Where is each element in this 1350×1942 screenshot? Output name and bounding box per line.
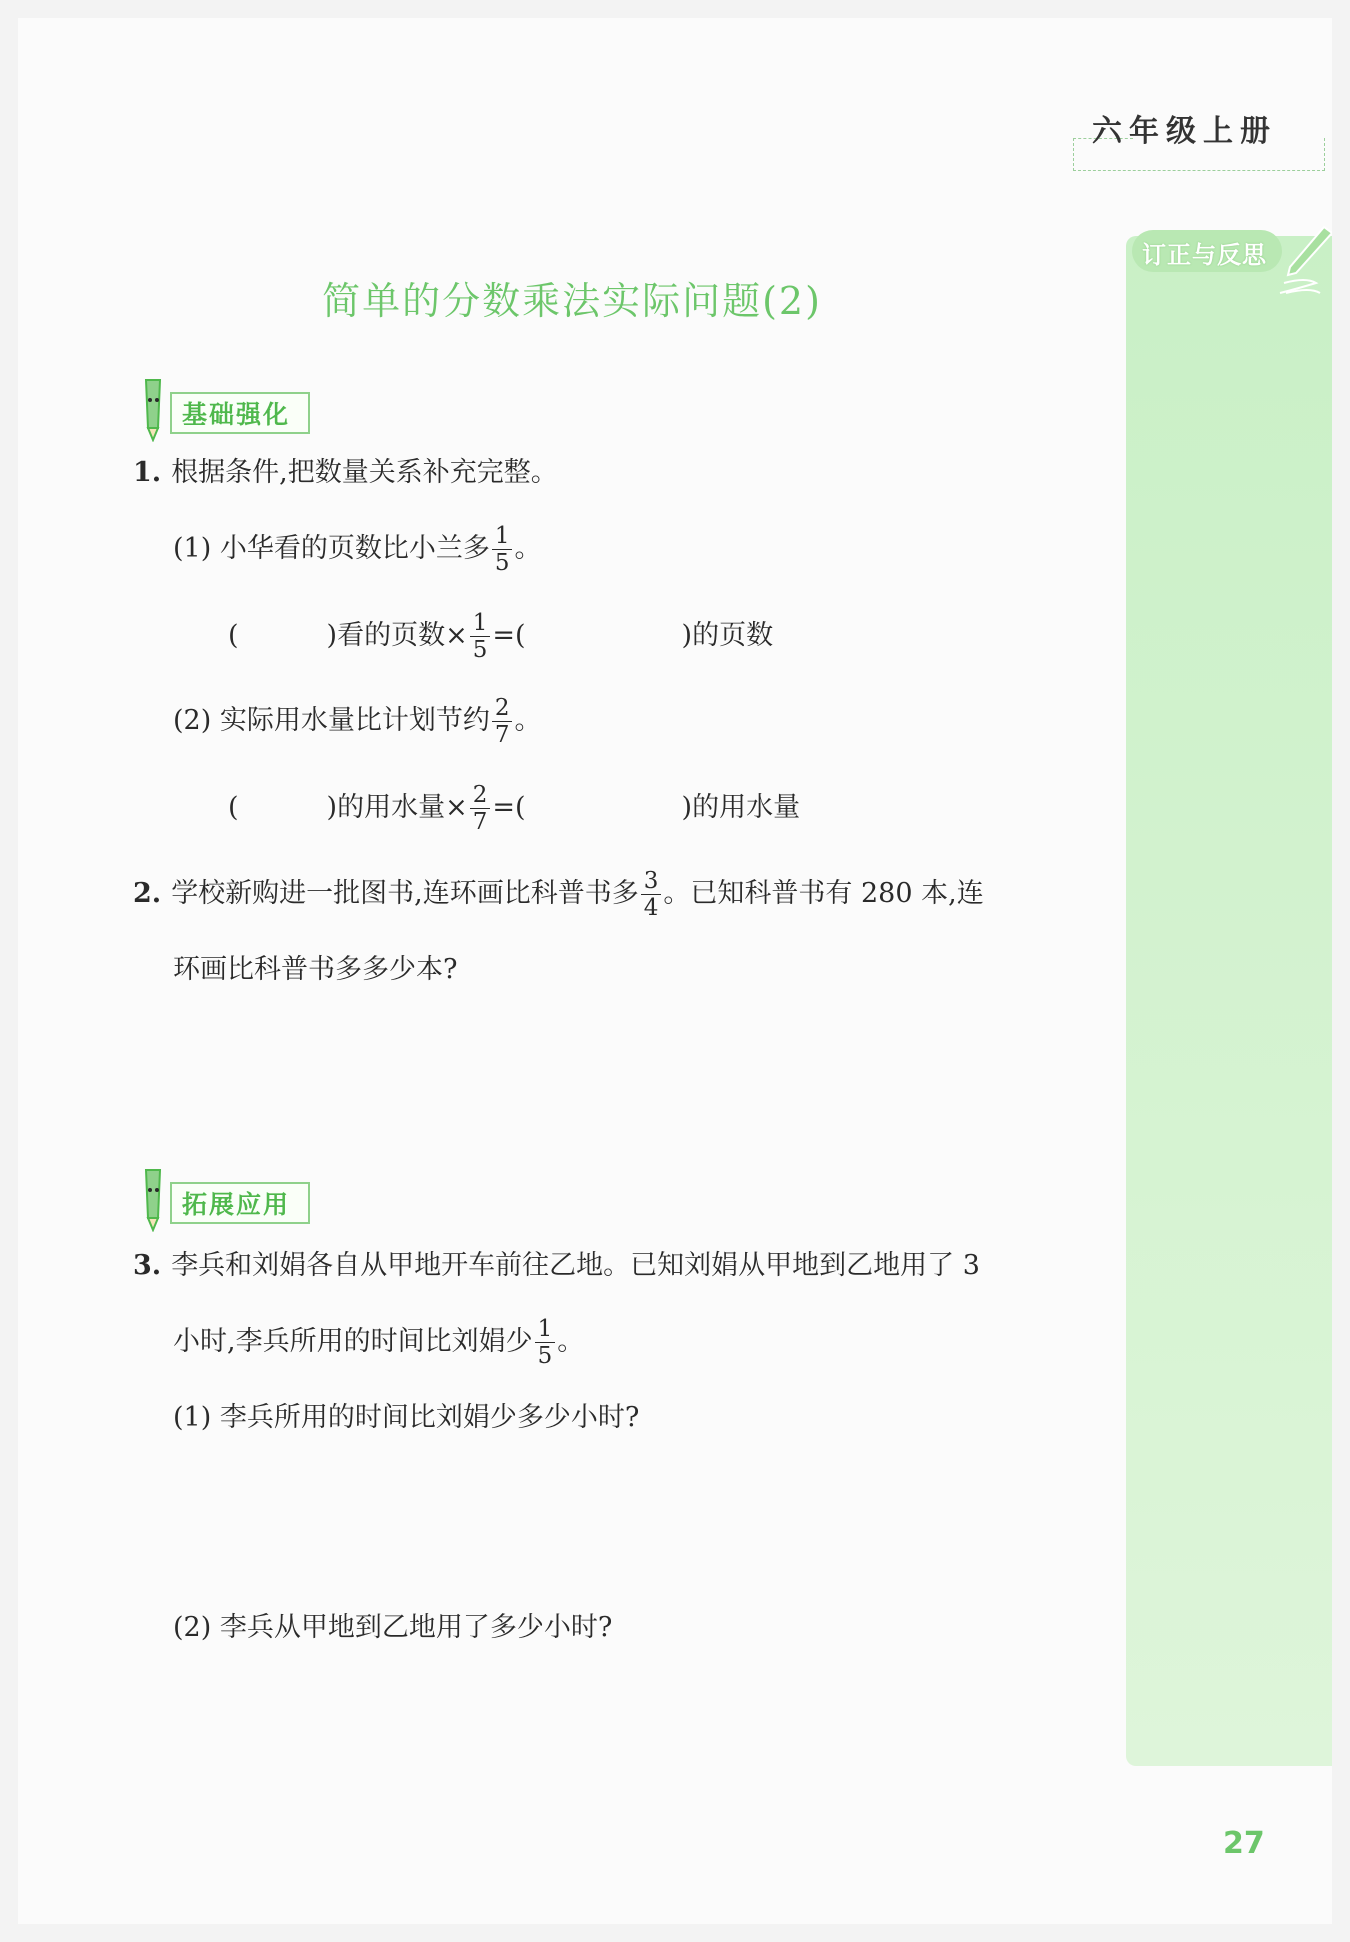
workbook-page bbox=[18, 18, 1332, 1924]
q1-part2: (2) 实际用水量比计划节约 $\frac{2}{7}$ 。 bbox=[173, 695, 542, 748]
q3-part2: (2) 李兵从甲地到乙地用了多少小时? bbox=[173, 1612, 613, 1643]
section-basic-label: 基础强化 bbox=[182, 400, 291, 429]
pencil-icon bbox=[136, 376, 170, 442]
q1-formula2: ( )的用水量× $\frac{2}{7}$ =( )的用水量 bbox=[228, 782, 801, 835]
pen-icon bbox=[1276, 223, 1332, 303]
q3-stem-cont: 小时,李兵所用的时间比刘娟少 $\frac{1}{5}$ 。 bbox=[173, 1316, 585, 1369]
correction-panel bbox=[1126, 236, 1332, 1766]
fraction: $\frac{1}{5}$ bbox=[535, 1316, 556, 1369]
fraction: $\frac{1}{5}$ bbox=[492, 523, 513, 576]
fraction: $\frac{3}{4}$ bbox=[641, 868, 662, 921]
q1-part2-text: 实际用水量比计划节约 bbox=[219, 705, 490, 736]
q2-stem: 2. 学校新购进一批图书,连环画比科普书多 $\frac{3}{4}$ 。已知科普书有 280 本,连 bbox=[133, 868, 984, 921]
q2-stem-cont: 环画比科普书多多少本? bbox=[173, 954, 458, 985]
q1-part1-text: 小华看的页数比小兰多 bbox=[219, 533, 490, 564]
q3-stem: 3. 李兵和刘娟各自从甲地开车前往乙地。已知刘娟从甲地到乙地用了 3 bbox=[133, 1250, 980, 1281]
section-basic bbox=[136, 386, 336, 434]
page-number: 27 bbox=[1223, 1826, 1265, 1861]
q1-stem bbox=[133, 453, 558, 493]
pencil-icon bbox=[136, 1166, 170, 1232]
q1-number: 1. bbox=[133, 457, 162, 488]
section-extend-label: 拓展应用 bbox=[182, 1190, 291, 1219]
grade-label: 六年级上册 bbox=[1092, 114, 1277, 149]
fraction: $\frac{2}{7}$ bbox=[470, 782, 491, 835]
q3-part1: (1) 李兵所用的时间比刘娟少多少小时? bbox=[173, 1402, 640, 1433]
q1-part2-label: (2) bbox=[173, 705, 212, 736]
correction-tag-label: 订正与反思 bbox=[1142, 241, 1267, 269]
q1-part1-label: (1) bbox=[173, 533, 212, 564]
q1-formula1: ( )看的页数× $\frac{1}{5}$ =( )的页数 bbox=[228, 610, 774, 663]
q1-part1: (1) 小华看的页数比小兰多 $\frac{1}{5}$ 。 bbox=[173, 523, 542, 576]
page-title: 简单的分数乘法实际问题(2) bbox=[322, 279, 822, 323]
q2-number: 2. bbox=[133, 878, 162, 909]
q1-text: 根据条件,把数量关系补充完整。 bbox=[171, 457, 558, 488]
fraction: $\frac{2}{7}$ bbox=[492, 695, 513, 748]
section-extend bbox=[136, 1176, 336, 1224]
fraction: $\frac{1}{5}$ bbox=[470, 610, 491, 663]
q3-number: 3. bbox=[133, 1250, 162, 1281]
